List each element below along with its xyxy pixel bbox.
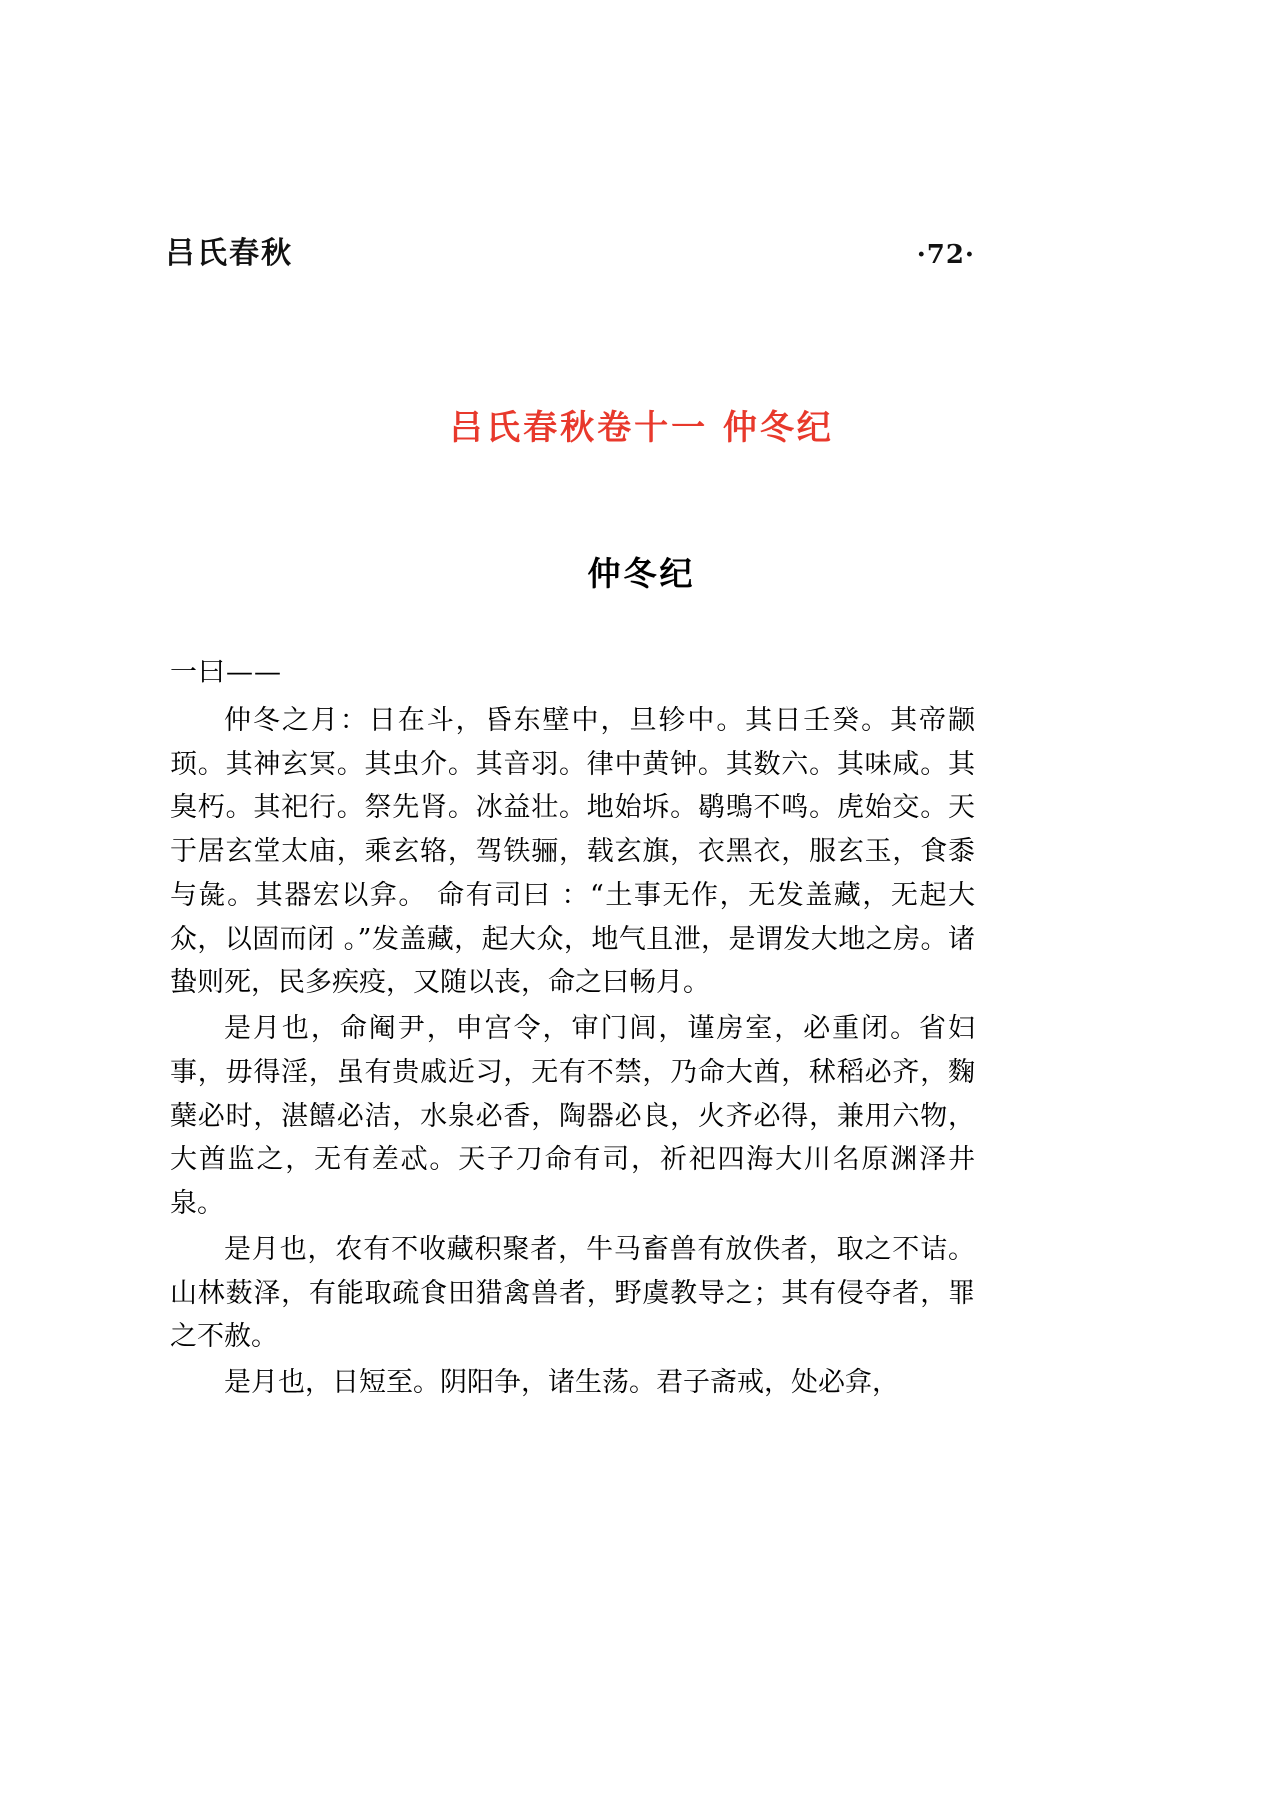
paragraph: 是月也，日短至。阴阳争，诸生荡。君子斋戒，处必弇， — [224, 1367, 899, 1399]
paragraph: 是月也，农有不收藏积聚者，牛马畜兽有放佚者，取之不诘。山林薮泽，有能取疏食田猎禽兽者，野虞教导之；其有侵夺者，罪之不赦。 — [170, 1233, 975, 1353]
chapter-title: 吕氏春秋卷十一 仲冬纪 — [449, 408, 834, 448]
paragraph: 仲冬之月：日在斗，昏东壁中，旦轸中。其日壬癸。其帝颛顼。其神玄冥。其虫介。其音羽。律中黄钟。其数六。其味咸。其臭朽。其祀行。祭先肾。冰益壮。地始坼。鹖鴠不鸣。虎始交。天于居玄堂太庙，乘玄辂，驾铁骊，载玄旗，衣黑衣，服玄玉，食黍与彘。其器宏以弇。 命有司曰 ：“土事无作，无发盖藏，无起大众，以固而闭 。”发盖藏，起大众，地气且泄，是谓发大地之房。诸蛰则死，民多疾疫，又随以丧，命之曰畅月。 — [170, 705, 975, 999]
body-text — [170, 650, 975, 1407]
section-title: 仲冬纪 — [587, 554, 696, 593]
book-title: 吕氏春秋 — [165, 236, 293, 271]
subhead: 一曰—— — [170, 657, 282, 688]
running-head — [165, 228, 975, 272]
paragraph: 是月也，命阉尹，申宫令，审门闾，谨房室，必重闭。省妇事，毋得淫，虽有贵戚近习，无有不禁，乃命大酋，秫稻必齐，麴蘖必时，湛饎必洁，水泉必香，陶器必良，火齐必得，兼用六物，大酋监之，无有差忒。天子刀命有司，祈祀四海大川名原渊泽井泉。 — [170, 1013, 975, 1220]
page-number: ·72· — [916, 240, 975, 270]
